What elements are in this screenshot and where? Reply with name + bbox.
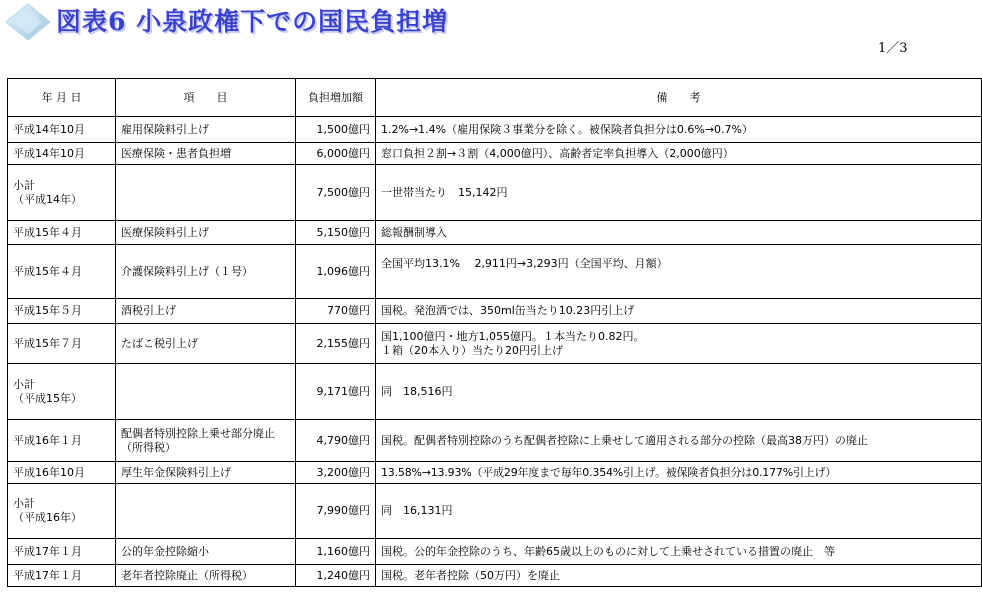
row-note: 国税。発泡酒では、350ml缶当たり10.23円引上げ [376, 299, 982, 324]
row-date: 小計 （平成16年） [8, 484, 116, 539]
table-header-row [8, 79, 982, 117]
column-header-item: 項 目 [116, 79, 296, 117]
row-date: 平成17年１月 [8, 565, 116, 587]
row-item: 配偶者特別控除上乗せ部分廃止（所得税） [116, 420, 296, 462]
table-row [8, 462, 982, 484]
row-note: 国税。公的年金控除のうち、年齢65歳以上のものに対して上乗せされている措置の廃止 等 [376, 539, 982, 565]
header [0, 0, 982, 44]
row-date: 平成15年４月 [8, 245, 116, 299]
row-note: 全国平均13.1% 2,911円→3,293円（全国平均、月額） [376, 245, 982, 299]
row-amount: 5,150億円 [296, 221, 376, 245]
row-date: 平成14年10月 [8, 117, 116, 143]
row-amount: 1,096億円 [296, 245, 376, 299]
row-note: 同 16,131円 [376, 484, 982, 539]
row-date: 平成15年５月 [8, 299, 116, 324]
table-row [8, 565, 982, 587]
row-date: 小計 （平成14年） [8, 165, 116, 221]
row-item: 医療保険料引上げ [116, 221, 296, 245]
row-note: 国1,100億円・地方1,055億円。１本当たり0.82円。 １箱（20本入り）当たり20円引上げ [376, 324, 982, 364]
row-amount: 2,155億円 [296, 324, 376, 364]
row-date: 平成15年４月 [8, 221, 116, 245]
row-amount: 7,500億円 [296, 165, 376, 221]
row-amount: 6,000億円 [296, 143, 376, 165]
table-row [8, 539, 982, 565]
table-row [8, 420, 982, 462]
row-amount: 770億円 [296, 299, 376, 324]
row-note: 一世帯当たり 15,142円 [376, 165, 982, 221]
row-note: 13.58%→13.93%（平成29年度まで毎年0.354%引上げ。被保険者負担分は0.177%引上げ） [376, 462, 982, 484]
row-item: たばこ税引上げ [116, 324, 296, 364]
row-date: 平成17年１月 [8, 539, 116, 565]
subtotal-row [8, 484, 982, 539]
row-date: 小計 （平成15年） [8, 364, 116, 420]
row-amount: 4,790億円 [296, 420, 376, 462]
page-title: 図表6 小泉政権下での国民負担増 [56, 7, 449, 36]
row-item: 老年者控除廃止（所得税） [116, 565, 296, 587]
table-row [8, 299, 982, 324]
row-item: 介護保険料引上げ（１号） [116, 245, 296, 299]
row-item [116, 364, 296, 420]
row-date: 平成14年10月 [8, 143, 116, 165]
diamond-logo-icon [4, 2, 52, 42]
subtotal-row [8, 165, 982, 221]
row-item: 公的年金控除縮小 [116, 539, 296, 565]
row-note: 国税。老年者控除（50万円）を廃止 [376, 565, 982, 587]
row-item [116, 484, 296, 539]
table-row [8, 221, 982, 245]
page-number: 1／3 [878, 41, 908, 56]
row-amount: 1,240億円 [296, 565, 376, 587]
row-amount: 3,200億円 [296, 462, 376, 484]
row-note: 国税。配偶者特別控除のうち配偶者控除に上乗せして適用される部分の控除（最高38万円）の廃止 [376, 420, 982, 462]
row-date: 平成16年10月 [8, 462, 116, 484]
row-amount: 1,500億円 [296, 117, 376, 143]
column-header-note: 備 考 [376, 79, 982, 117]
table-row [8, 324, 982, 364]
row-note: 同 18,516円 [376, 364, 982, 420]
row-item: 医療保険・患者負担増 [116, 143, 296, 165]
row-item: 雇用保険料引上げ [116, 117, 296, 143]
row-date: 平成16年１月 [8, 420, 116, 462]
row-amount: 9,171億円 [296, 364, 376, 420]
row-item: 厚生年金保険料引上げ [116, 462, 296, 484]
row-amount: 1,160億円 [296, 539, 376, 565]
table-row [8, 143, 982, 165]
column-header-date: 年 月 日 [8, 79, 116, 117]
row-note: 窓口負担２割→３割（4,000億円）、高齢者定率負担導入（2,000億円） [376, 143, 982, 165]
row-item: 酒税引上げ [116, 299, 296, 324]
row-note: 1.2%→1.4%（雇用保険３事業分を除く。被保険者負担分は0.6%→0.7%） [376, 117, 982, 143]
table-row [8, 117, 982, 143]
subtotal-row [8, 364, 982, 420]
row-item [116, 165, 296, 221]
row-amount: 7,990億円 [296, 484, 376, 539]
row-note: 総報酬制導入 [376, 221, 982, 245]
column-header-amount: 負担増加額 [296, 79, 376, 117]
table-row [8, 245, 982, 299]
burden-table [7, 78, 982, 587]
row-date: 平成15年７月 [8, 324, 116, 364]
